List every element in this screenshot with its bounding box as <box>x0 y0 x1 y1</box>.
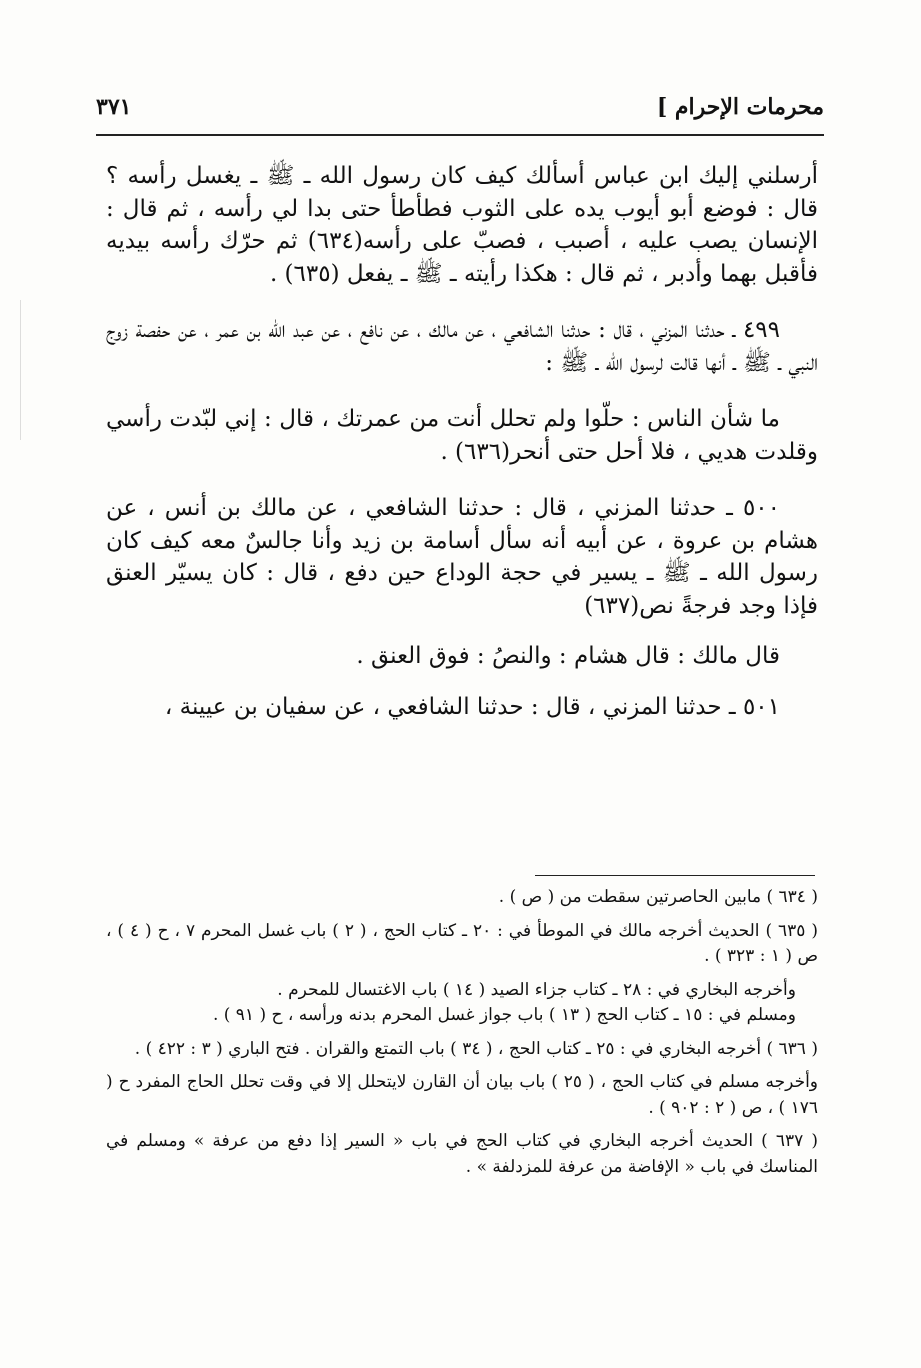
paragraph-hadith-500: ٥٠٠ ـ حدثنا المزني ، قال : حدثنا الشافعي ، عن مالك بن أنس ، عن هشام بن عروة ، عن أبيه أنه سأل أسامة بن زيد وأنا جالسٌ معه كيف كان رسول الله ـ ﷺ ـ يسير في حجة الوداع حين دفع ، قال : كان يسيّر العنق فإذا وجد فرجةً نص(٦٣٧) <box>106 495 818 619</box>
footnote-636: ( ٦٣٦ ) أخرجه البخاري في : ٢٥ ـ كتاب الحج ، ( ٣٤ ) باب التمتع والقران . فتح الباري ( ٣ : ٤٢٢ ) . <box>134 1038 818 1059</box>
footnote-634: ( ٦٣٤ ) مابين الحاصرتين سقطت من ( ص ) . <box>498 887 818 907</box>
scan-artifact <box>20 300 21 440</box>
main-text <box>106 160 818 747</box>
paragraph-5: قال مالك : قال هشام : والنصُ : فوق العنق . <box>356 643 780 669</box>
running-title: محرمات الإحرام ] <box>656 94 824 120</box>
footnote-637: ( ٦٣٧ ) الحديث أخرجه البخاري في كتاب الحج في باب « السير إذا دفع من عرفة » ومسلم في المناسك في باب « الإفاضة من عرفة للمزدلفة » . <box>106 1131 818 1177</box>
footnote-635: ( ٦٣٥ ) الحديث أخرجه مالك في الموطأ في : ٢٠ ـ كتاب الحج ، ( ٢ ) باب غسل المحرم ٧ ، ح ( ٤ ) ، ص ( ١ : ٣٢٣ ) . <box>106 920 818 966</box>
footnote-635-muslim: ومسلم في : ١٥ ـ كتاب الحج ( ١٣ ) باب جواز غسل المحرم بدنه ورأسه ، ح ( ٩١ ) . <box>212 1005 796 1025</box>
footnote-635-bukhari: وأخرجه البخاري في : ٢٨ ـ كتاب جزاء الصيد ( ١٤ ) باب الاغتسال للمحرم . <box>277 979 796 1000</box>
paragraph-3: ما شأن الناس : حلّوا ولم تحلل أنت من عمرتك ، قال : إني لبّدت رأسي وقلدت هديي ، فلا أحل حتى أنحر(٦٣٦) . <box>106 406 818 465</box>
footnotes <box>106 885 818 1188</box>
footnote-636-muslim: وأخرجه مسلم في كتاب الحج ، ( ٢٥ ) باب بيان أن القارن لايتحلل إلا في وقت تحلل الحاج المفرد ح ( ١٧٦ ) ، ص ( ٢ : ٩٠٢ ) . <box>106 1072 819 1118</box>
header-divider <box>96 134 824 136</box>
page-number: ٣٧١ <box>96 94 132 120</box>
paragraph-hadith-501: ٥٠١ ـ حدثنا المزني ، قال : حدثنا الشافعي ، عن سفيان بن عيينة ، <box>164 693 780 720</box>
page-header <box>96 92 824 132</box>
paragraph-hadith-499: ٤٩٩ ـ حدثنا المزني ، قال : حدثنا الشافعي ، عن مالك ، عن نافع ، عن عبد الله بن عمر ، عن حفصة زوج النبي ـ ﷺ ـ أنها قالت لرسول الله ـ ﷺ : <box>106 317 818 376</box>
paragraph-1: أرسلني إليك ابن عباس أسألك كيف كان رسول الله ـ ﷺ ـ يغسل رأسه ؟ قال : فوضع أبو أيوب يده على الثوب فطأطأ حتى بدا لي رأسه ، ثم قال : الإنسان يصب عليه ، أصبب ، فصبّ على رأسه(٦٣٤) ثم حرّك رأسه بيديه فأقبل بهما وأدبر ، ثم قال : هكذا رأيته ـ ﷺ ـ يفعل (٦٣٥) . <box>106 163 818 287</box>
footnote-divider <box>535 875 815 876</box>
